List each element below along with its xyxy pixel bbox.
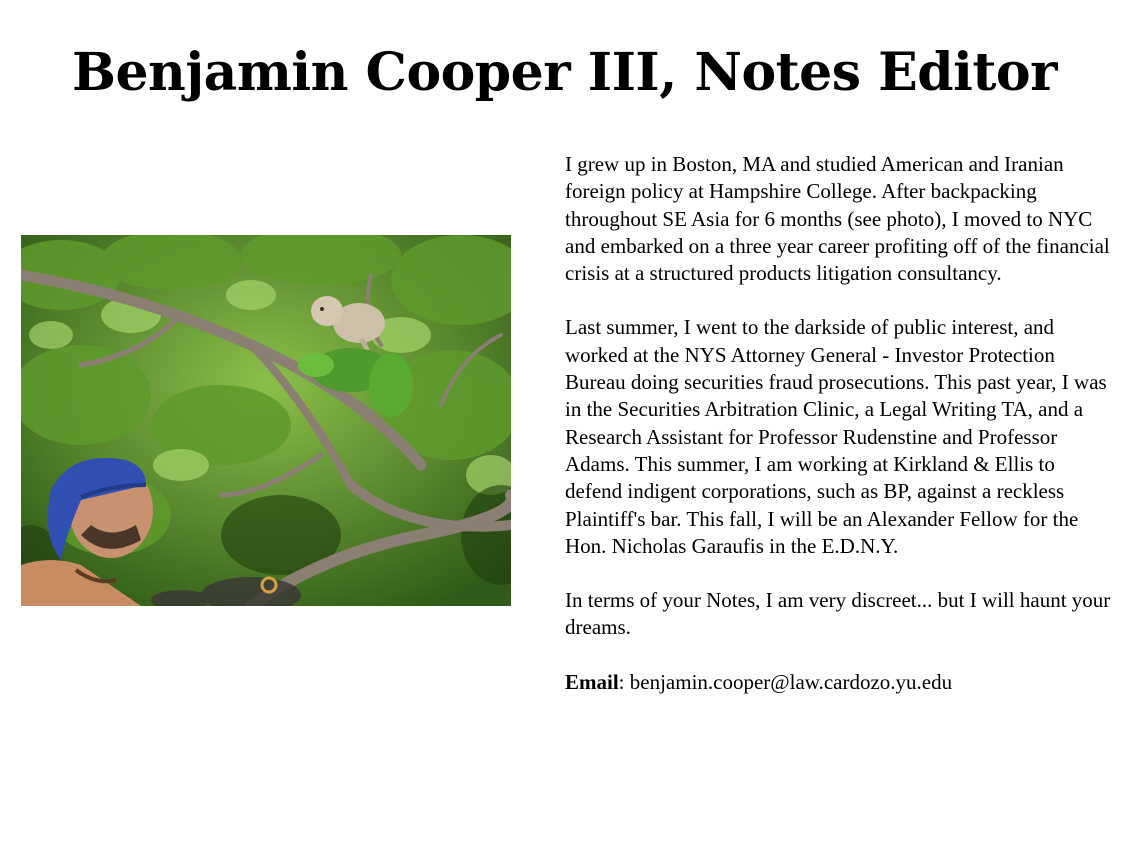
- email-address: benjamin.cooper@law.cardozo.yu.edu: [629, 669, 953, 694]
- bio-paragraph-2: Last summer, I went to the darkside of public interest, and worked at the NYS Attorney General - Investor Protection Bureau doing securities fraud prosecutions. This past year, I was in the Securities Arbitration Clinic, a Legal Writing TA, and a Research Assistant for Professor Rudenstine and Professor Adams. This summer, I am working at Kirkland & Ellis to defend indigent corporations, such as BP, against a reckless Plaintiff's bar. This fall, I will be an Alexander Fellow for the Hon. Nicholas Garaufis in the E.D.N.Y.: [565, 315, 1107, 558]
- monkey-photo: [21, 235, 511, 606]
- bio-text: [565, 151, 1117, 696]
- email-label: Email: [565, 669, 619, 694]
- photo-illustration: [21, 235, 511, 606]
- page-title: Benjamin Cooper III, Notes Editor: [72, 42, 1057, 103]
- bio-paragraph-3: In terms of your Notes, I am very discreet... but I will haunt your dreams.: [565, 588, 1111, 640]
- bio-paragraph-1: I grew up in Boston, MA and studied American and Iranian foreign policy at Hampshire College. After backpacking throughout SE Asia for 6 months (see photo), I moved to NYC and embarked on a three year career profiting off of the financial crisis at a structured products litigation consultancy.: [565, 152, 1110, 286]
- email-line: [565, 669, 1117, 696]
- email-separator: :: [618, 669, 630, 694]
